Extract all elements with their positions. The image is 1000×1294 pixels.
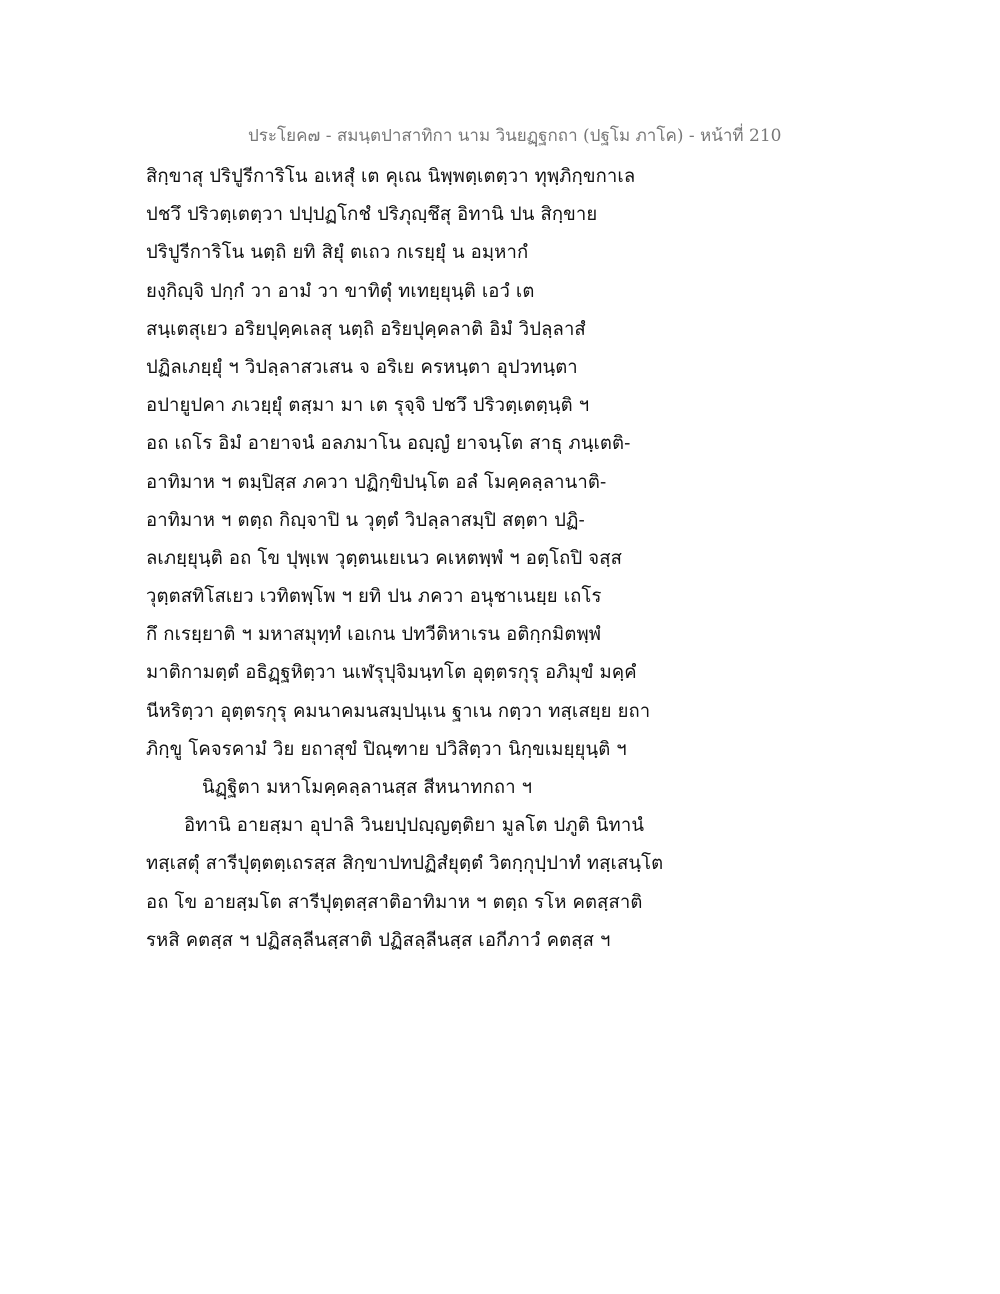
text-line: อาทิมาห ฯ ตมฺปิสฺส ภควา ปฏิกฺขิปนฺโต อลํ โมคฺคลฺลานาติ- [146,471,607,493]
text-line: สิกฺขาสุ ปริปูรีการิโน อเหสุํ เต คุเณ นิพฺพตฺเตตฺวา ทุพฺภิกฺขกาเล [146,166,636,187]
text-line: ปริปูรีการิโน นตฺถิ ยทิ สิยุํ ตเถว กเรยฺยุํ น อมฺหากํ [146,242,529,264]
text-line: วุตฺตสทิโสเยว เวทิตพฺโพ ฯ ยทิ ปน ภควา อนุชาเนยฺย เถโร [146,586,602,608]
text-line: อถ เถโร อิมํ อายาจนํ อลภมาโน อญฺญํ ยาจนฺโต สาธุ ภนฺเตติ- [146,433,631,455]
text-line: ยงฺกิญฺจิ ปกฺกํ วา อามํ วา ขาทิตุํ ทเทยฺยุนฺติ เอวํ เต [146,280,535,302]
text-line: มาติกามตฺตํ อธิฏฺฐหิตฺวา นเฬรุปุจิมนฺทโต อุตฺตรกุรุ อภิมุขํ มคฺคํ [146,662,637,684]
page-header: ประโยค๗ - สมนฺตปาสาทิกา นาม วินยฏฺฐกถา (ปฐโม ภาโค) - หน้าที่ 210 [248,126,782,146]
text-line: รหสิ คตสฺส ฯ ปฏิสลฺลีนสฺสาติ ปฏิสลฺลีนสฺส เอกีภาวํ คตสฺส ฯ [146,929,611,951]
section-end-title: นิฏฺฐิตา มหาโมคฺคลฺลานสฺส สีหนาทกถา ฯ [202,777,533,798]
text-line: อปายูปคา ภเวยฺยุํ ตสฺมา มา เต รุจฺจิ ปชวึ ปริวตฺเตตฺนฺติ ฯ [146,395,590,417]
text-line: ปฏิลเภยฺยุํ ฯ วิปลฺลาสวเสน จ อริเย ครหนฺตา อุปวทนฺตา [146,356,578,378]
paragraph-start-line: อิทานิ อายสฺมา อุปาลิ วินยปฺปญฺญตฺติยา มูลโต ปภูติ นิทานํ [184,815,645,837]
text-line: ลเภยฺยุนฺติ อถ โข ปุพฺเพ วุตฺตนเยเนว คเหตพฺพํ ฯ อตฺโถปิ จสฺส [146,547,622,569]
text-line: ภิกฺขู โคจรคามํ วิย ยถาสุขํ ปิณฺฑาย ปวิสิตฺวา นิกฺขเมยฺยุนฺติ ฯ [146,738,627,760]
body-text [146,158,866,960]
text-line: อาทิมาห ฯ ตตฺถ กิญฺจาปิ น วุตฺตํ วิปลฺลาสมฺปิ สตฺตา ปฏิ- [146,509,585,531]
text-line: กึ กเรยฺยาติ ฯ มหาสมุทฺทํ เอเกน ปทวีติหาเรน อติกฺกมิตพฺพํ [146,624,602,646]
text-line: ทสฺเสตุํ สารีปุตฺตตฺเถรสฺส สิกฺขาปทปฏิสํยุตฺตํ วิตกฺกุปฺปาทํ ทสฺเสนฺโต [146,853,664,875]
text-line: นีหริตฺวา อุตฺตรกุรุ คมนาคมนสมฺปนฺเน ฐาเน กตฺวา ทสฺเสยฺย ยถา [146,700,651,722]
text-line: สนฺเตสุเยว อริยปุคฺคเลสุ นตฺถิ อริยปุคฺคลาติ อิมํ วิปลฺลาสํ [146,318,586,340]
text-line: ปชวึ ปริวตฺเตตฺวา ปปฺปฏโกชํ ปริภุญฺชึสุ อิทานิ ปน สิกฺขาย [146,204,598,226]
text-line: อถ โข อายสฺมโต สารีปุตฺตสฺสาติอาทิมาห ฯ ตตฺถ รโห คตสฺสาติ [146,891,643,913]
